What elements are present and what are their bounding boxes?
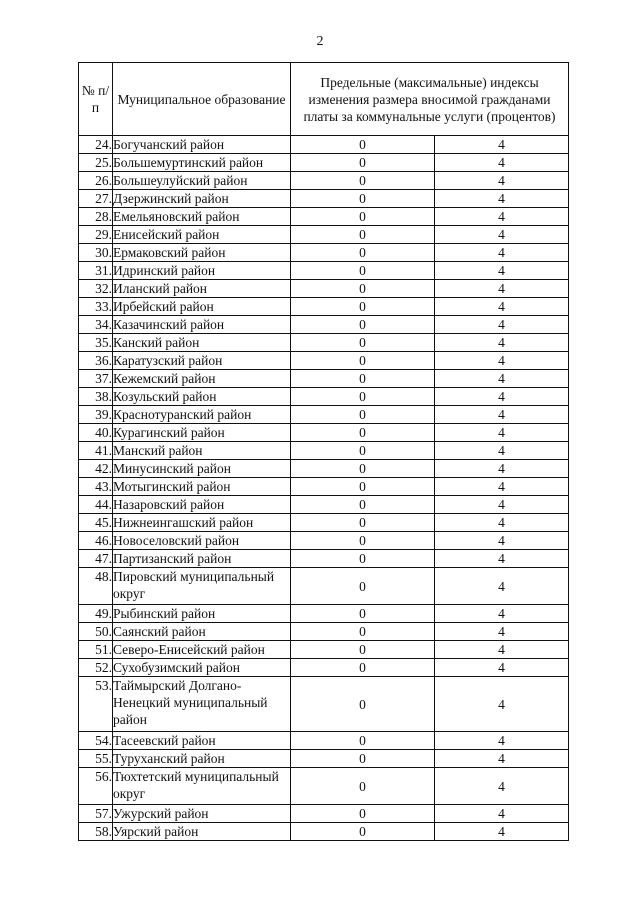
row-number: 44. — [79, 496, 113, 514]
table-row — [79, 641, 569, 659]
row-value-1: 0 — [291, 280, 435, 298]
table-row — [79, 478, 569, 496]
row-value-2: 4 — [435, 823, 569, 841]
row-value-1: 0 — [291, 316, 435, 334]
table-row — [79, 316, 569, 334]
table-row — [79, 550, 569, 568]
table-row — [79, 334, 569, 352]
row-name: Уярский район — [113, 823, 291, 841]
table-body — [79, 136, 569, 841]
row-value-2: 4 — [435, 805, 569, 823]
row-value-1: 0 — [291, 605, 435, 623]
row-value-2: 4 — [435, 226, 569, 244]
row-name: Рыбинский район — [113, 605, 291, 623]
row-value-2: 4 — [435, 568, 569, 605]
table-row — [79, 406, 569, 424]
row-value-2: 4 — [435, 732, 569, 750]
page-number: 2 — [316, 34, 324, 49]
table-row — [79, 768, 569, 805]
row-value-1: 0 — [291, 172, 435, 190]
row-value-2: 4 — [435, 352, 569, 370]
row-name: Идринский район — [113, 262, 291, 280]
row-number: 39. — [79, 406, 113, 424]
table-row — [79, 750, 569, 768]
row-number: 32. — [79, 280, 113, 298]
row-name: Краснотуранский район — [113, 406, 291, 424]
row-name: Большемуртинский район — [113, 154, 291, 172]
row-number: 33. — [79, 298, 113, 316]
table-row — [79, 262, 569, 280]
row-value-1: 0 — [291, 732, 435, 750]
row-name: Казачинский район — [113, 316, 291, 334]
table-row — [79, 496, 569, 514]
row-name: Богучанский район — [113, 136, 291, 154]
row-value-2: 4 — [435, 316, 569, 334]
row-value-2: 4 — [435, 298, 569, 316]
row-name: Тюхтетский муниципальный округ — [113, 768, 291, 805]
row-value-1: 0 — [291, 460, 435, 478]
row-number: 51. — [79, 641, 113, 659]
row-number: 57. — [79, 805, 113, 823]
row-value-1: 0 — [291, 334, 435, 352]
row-value-2: 4 — [435, 623, 569, 641]
row-name: Ермаковский район — [113, 244, 291, 262]
row-number: 28. — [79, 208, 113, 226]
row-value-1: 0 — [291, 641, 435, 659]
row-number: 52. — [79, 659, 113, 677]
row-number: 41. — [79, 442, 113, 460]
table-row — [79, 280, 569, 298]
row-number: 31. — [79, 262, 113, 280]
row-name: Партизанский район — [113, 550, 291, 568]
header-index: Предельные (максимальные) индексы изменения размера вносимой гражданами платы за коммунальные услуги (процентов) — [291, 63, 569, 136]
table-row — [79, 190, 569, 208]
row-value-1: 0 — [291, 226, 435, 244]
row-value-2: 4 — [435, 550, 569, 568]
row-number: 53. — [79, 677, 113, 732]
row-name: Манский район — [113, 442, 291, 460]
row-value-2: 4 — [435, 442, 569, 460]
row-number: 38. — [79, 388, 113, 406]
row-name: Туруханский район — [113, 750, 291, 768]
row-name: Большеулуйский район — [113, 172, 291, 190]
row-number: 43. — [79, 478, 113, 496]
row-value-2: 4 — [435, 280, 569, 298]
row-name: Сухобузимский район — [113, 659, 291, 677]
row-value-1: 0 — [291, 623, 435, 641]
row-number: 42. — [79, 460, 113, 478]
row-value-1: 0 — [291, 442, 435, 460]
row-value-1: 0 — [291, 424, 435, 442]
row-number: 24. — [79, 136, 113, 154]
row-number: 58. — [79, 823, 113, 841]
row-name: Енисейский район — [113, 226, 291, 244]
row-value-2: 4 — [435, 406, 569, 424]
row-value-1: 0 — [291, 262, 435, 280]
table-row — [79, 623, 569, 641]
row-value-1: 0 — [291, 388, 435, 406]
row-value-2: 4 — [435, 244, 569, 262]
row-name: Емельяновский район — [113, 208, 291, 226]
row-name: Таймырский Долгано-Ненецкий муниципальный район — [113, 677, 291, 732]
row-value-2: 4 — [435, 154, 569, 172]
row-value-1: 0 — [291, 244, 435, 262]
row-name: Новоселовский район — [113, 532, 291, 550]
row-value-2: 4 — [435, 334, 569, 352]
row-value-2: 4 — [435, 750, 569, 768]
row-number: 30. — [79, 244, 113, 262]
row-number: 34. — [79, 316, 113, 334]
row-value-1: 0 — [291, 823, 435, 841]
row-number: 56. — [79, 768, 113, 805]
row-value-1: 0 — [291, 750, 435, 768]
row-value-1: 0 — [291, 677, 435, 732]
row-value-2: 4 — [435, 190, 569, 208]
row-value-1: 0 — [291, 478, 435, 496]
row-value-2: 4 — [435, 641, 569, 659]
row-number: 48. — [79, 568, 113, 605]
row-name: Пировский муниципальный округ — [113, 568, 291, 605]
row-value-1: 0 — [291, 659, 435, 677]
row-value-1: 0 — [291, 370, 435, 388]
row-value-1: 0 — [291, 568, 435, 605]
row-value-1: 0 — [291, 208, 435, 226]
row-value-2: 4 — [435, 262, 569, 280]
table-row — [79, 659, 569, 677]
table-row — [79, 244, 569, 262]
row-value-2: 4 — [435, 388, 569, 406]
row-name: Ужурский район — [113, 805, 291, 823]
row-name: Ирбейский район — [113, 298, 291, 316]
row-value-2: 4 — [435, 677, 569, 732]
table-row — [79, 298, 569, 316]
row-value-2: 4 — [435, 605, 569, 623]
table-row — [79, 154, 569, 172]
row-value-2: 4 — [435, 496, 569, 514]
row-value-2: 4 — [435, 370, 569, 388]
row-number: 25. — [79, 154, 113, 172]
row-value-2: 4 — [435, 424, 569, 442]
row-name: Канский район — [113, 334, 291, 352]
table-row — [79, 226, 569, 244]
row-value-1: 0 — [291, 805, 435, 823]
row-value-2: 4 — [435, 460, 569, 478]
table-row — [79, 605, 569, 623]
row-name: Мотыгинский район — [113, 478, 291, 496]
row-number: 49. — [79, 605, 113, 623]
row-value-1: 0 — [291, 154, 435, 172]
row-number: 55. — [79, 750, 113, 768]
table-row — [79, 677, 569, 732]
row-name: Каратузский район — [113, 352, 291, 370]
row-name: Назаровский район — [113, 496, 291, 514]
row-value-2: 4 — [435, 659, 569, 677]
index-table — [78, 62, 569, 841]
row-number: 36. — [79, 352, 113, 370]
row-name: Нижнеингашский район — [113, 514, 291, 532]
row-name: Минусинский район — [113, 460, 291, 478]
row-value-1: 0 — [291, 298, 435, 316]
row-number: 29. — [79, 226, 113, 244]
table-row — [79, 424, 569, 442]
row-number: 35. — [79, 334, 113, 352]
table-row — [79, 532, 569, 550]
row-value-1: 0 — [291, 550, 435, 568]
row-value-1: 0 — [291, 496, 435, 514]
row-number: 37. — [79, 370, 113, 388]
row-number: 50. — [79, 623, 113, 641]
row-name: Тасеевский район — [113, 732, 291, 750]
table-row — [79, 136, 569, 154]
row-number: 46. — [79, 532, 113, 550]
table-row — [79, 352, 569, 370]
row-number: 45. — [79, 514, 113, 532]
row-name: Северо-Енисейский район — [113, 641, 291, 659]
row-value-2: 4 — [435, 768, 569, 805]
table-row — [79, 442, 569, 460]
header-name: Муниципальное образование — [113, 63, 291, 136]
row-value-2: 4 — [435, 136, 569, 154]
row-value-1: 0 — [291, 190, 435, 208]
table-row — [79, 805, 569, 823]
row-name: Дзержинский район — [113, 190, 291, 208]
row-value-2: 4 — [435, 532, 569, 550]
table-row — [79, 388, 569, 406]
table-row — [79, 172, 569, 190]
row-name: Кежемский район — [113, 370, 291, 388]
row-number: 47. — [79, 550, 113, 568]
row-name: Саянский район — [113, 623, 291, 641]
row-value-1: 0 — [291, 768, 435, 805]
table-row — [79, 370, 569, 388]
header-num: № п/п — [79, 63, 113, 136]
row-name: Курагинский район — [113, 424, 291, 442]
row-name: Иланский район — [113, 280, 291, 298]
row-value-2: 4 — [435, 514, 569, 532]
row-number: 26. — [79, 172, 113, 190]
table-row — [79, 823, 569, 841]
row-value-1: 0 — [291, 406, 435, 424]
row-value-1: 0 — [291, 514, 435, 532]
row-number: 40. — [79, 424, 113, 442]
row-value-2: 4 — [435, 208, 569, 226]
table-row — [79, 460, 569, 478]
row-name: Козульский район — [113, 388, 291, 406]
table-header — [79, 63, 569, 136]
row-value-1: 0 — [291, 532, 435, 550]
row-value-1: 0 — [291, 136, 435, 154]
table-row — [79, 208, 569, 226]
row-value-2: 4 — [435, 478, 569, 496]
row-value-1: 0 — [291, 352, 435, 370]
row-number: 27. — [79, 190, 113, 208]
table-row — [79, 514, 569, 532]
row-number: 54. — [79, 732, 113, 750]
table-row — [79, 568, 569, 605]
table-row — [79, 732, 569, 750]
row-value-2: 4 — [435, 172, 569, 190]
